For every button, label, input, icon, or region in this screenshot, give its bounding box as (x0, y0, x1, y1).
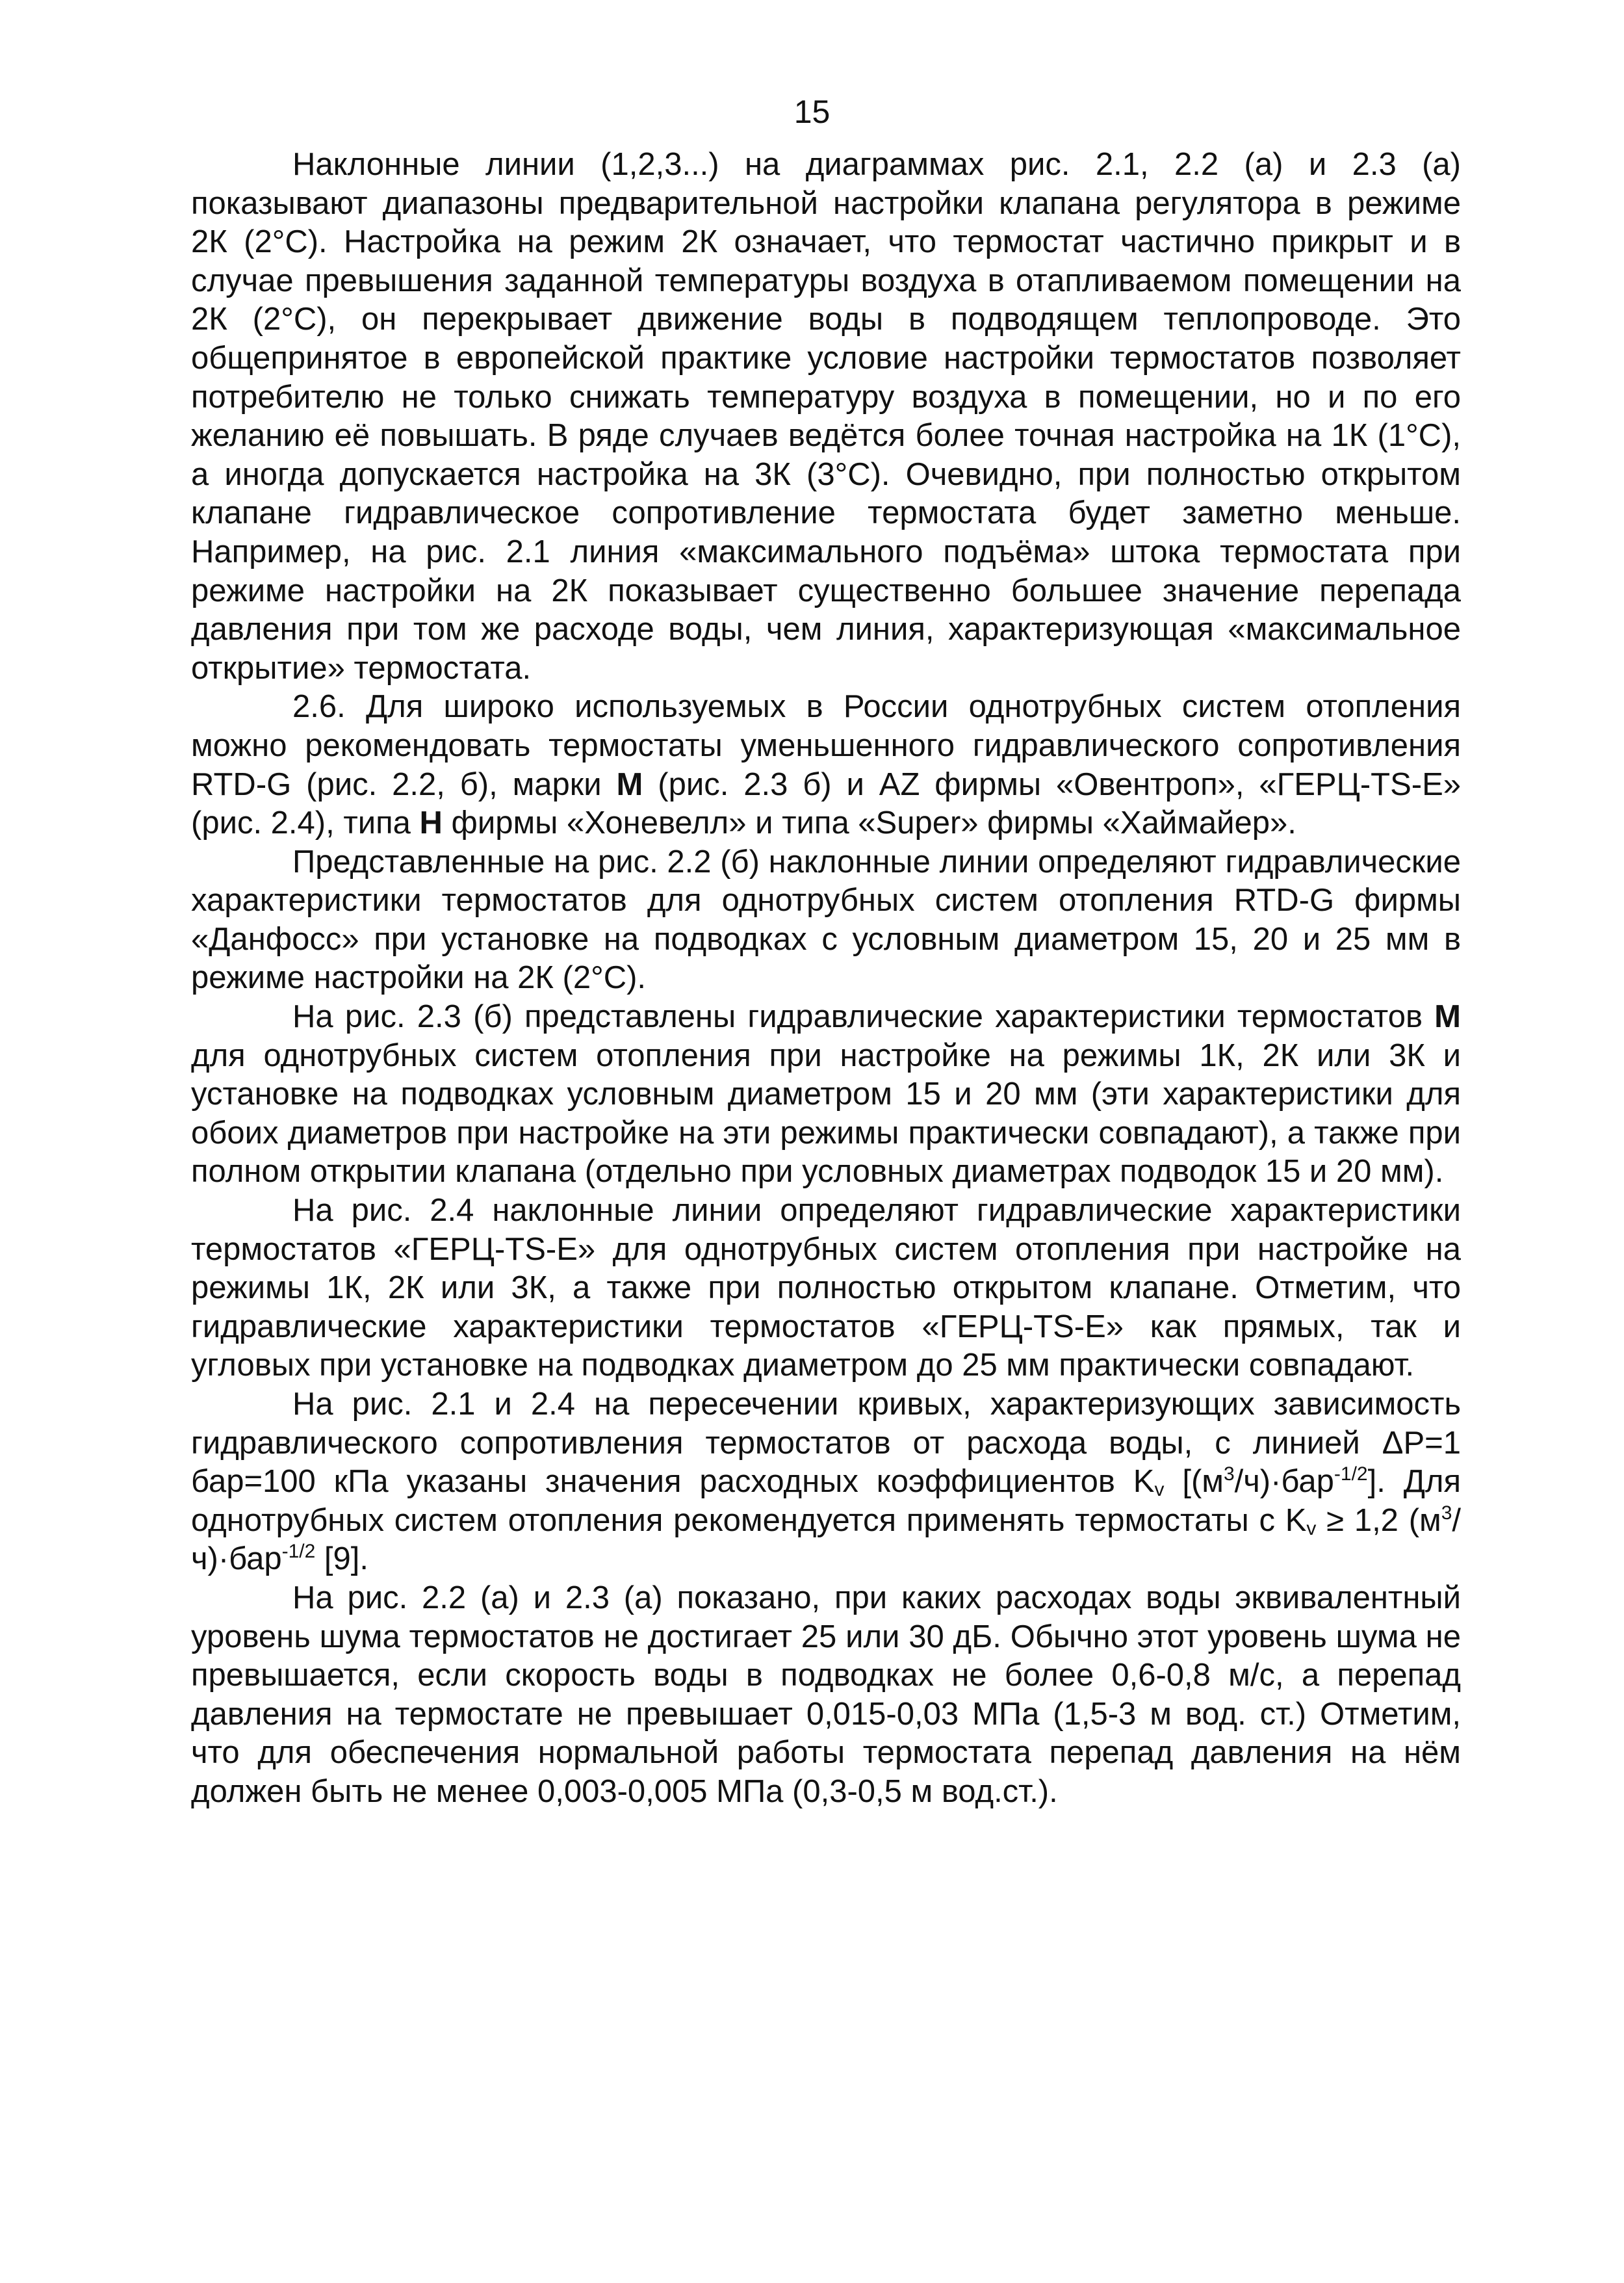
paragraph-flow-coefficients (191, 1385, 1461, 1579)
text-run: фирмы «Хоневелл» и типа «Super» фирмы «Хаймайер». (442, 805, 1296, 841)
superscript-run: 3 (1223, 1463, 1235, 1485)
text-run: (рис. 2.3 б) и AZ фирмы «Овентроп», «ГЕРЦ-TS-E» (рис. 2.4), типа (191, 766, 1462, 841)
subscript-run: v (1306, 1517, 1317, 1539)
paragraph-adjustment-lines (191, 146, 1461, 688)
bold-run: Н (419, 805, 443, 841)
subscript-run: v (1154, 1479, 1165, 1501)
text-run: 2.6. Для широко используемых в России однотрубных систем отопления можно рекомендовать термостаты уменьшенного гидравлического сопротивления RTD-G (рис. 2.2, б), марки (191, 689, 1461, 802)
bold-run: М (1434, 999, 1461, 1035)
text-run: На рис. 2.1 и 2.4 на пересечении кривых, характеризующих зависимость гидравлического сопротивления термостатов от расхода воды, с линией ΔР=1 бар=100 кПа указаны значения расходных коэффициентов K (191, 1387, 1461, 1500)
text-run: /ч)·бар (1234, 1464, 1334, 1500)
text-run: ≥ 1,2 (м (1316, 1502, 1441, 1538)
text-run: Наклонные линии (1,2,3...) на диаграммах рис. 2.1, 2.2 (а) и 2.3 (а) показывают диапазоны предварительной настройки клапана регулятора в режиме 2К (2°С). Настройка на режим 2К означает, что термостат частично прикрыт и в случае превышения заданной температуры воздуха в отапливаемом помещении на 2К (2°С), он перекрывает движение воды в подводящем теплопроводе. Это общепринятое в европейской практике условие настройки термостатов позволяет потребителю не только снижать температуру воздуха в помещении, но и по его желанию её повышать. В ряде случаев ведётся более точная настройка на 1К (1°С), а иногда допускается настройка на 3К (3°С). Очевидно, при полностью открытом клапане гидравлическое сопротивление термостата будет заметно меньше. Например, на рис. 2.1 линия «максимального подъёма» штока термостата при режиме настройки на 2К показывает существенно большее значение перепада давления при том же расходе воды, чем линия, характеризующая «максимальное открытие» термостата. (191, 147, 1461, 686)
superscript-run: -1/2 (281, 1541, 316, 1563)
paragraph-noise-level (191, 1579, 1461, 1812)
text-run: На рис. 2.4 наклонные линии определяют гидравлические характеристики термостатов «ГЕРЦ-TS-E» для однотрубных систем отопления при настройке на режимы 1К, 2К или 3К, а также при полностью открытом клапане. Отметим, что гидравлические характеристики термостатов «ГЕРЦ-TS-E» как прямых, так и угловых при установке на подводках диаметром до 25 мм практически совпадают. (191, 1193, 1461, 1383)
page-number: 15 (793, 94, 831, 130)
superscript-run: 3 (1441, 1502, 1452, 1524)
paragraph-section-2-6 (191, 688, 1461, 842)
text-run: Представленные на рис. 2.2 (б) наклонные линии определяют гидравлические характеристики термостатов для однотрубных систем отопления RTD-G фирмы «Данфосс» при установке на подводках с условным диаметром 15, 20 и 25 мм в режиме настройки на 2К (2°С). (191, 844, 1461, 996)
text-run: для однотрубных систем отопления при настройке на режимы 1К, 2К или 3К и установке на подводках условным диаметром 15 и 20 мм (эти характеристики для обоих диаметров при настройке на эти режимы практически совпадают), а также при полном открытии клапана (отдельно при условных диаметрах подводок 15 и 20 мм). (191, 1037, 1461, 1190)
text-run: [(м (1164, 1464, 1224, 1500)
paragraph-rtd-g (191, 843, 1461, 998)
paragraph-herz-ts-e (191, 1192, 1461, 1385)
superscript-run: -1/2 (1334, 1463, 1368, 1485)
text-run: /ч)·бар (191, 1502, 1462, 1577)
paragraph-thermostat-m (191, 998, 1461, 1192)
text-run: На рис. 2.3 (б) представлены гидравлические характеристики термостатов (292, 999, 1435, 1035)
document-body (191, 146, 1461, 1812)
text-run: [9]. (315, 1541, 369, 1577)
bold-run: М (616, 766, 643, 802)
text-run: На рис. 2.2 (а) и 2.3 (а) показано, при каких расходах воды эквивалентный уровень шума термостатов не достигает 25 или 30 дБ. Обычно этот уровень шума не превышается, если скорость воды в подводках не более 0,6-0,8 м/с, а перепад давления на термостате не превышает 0,015-0,03 МПа (1,5-3 м вод. ст.) Отметим, что для обеспечения нормальной работы термостата перепад давления на нём должен быть не менее 0,003-0,005 МПа (0,3-0,5 м вод.ст.). (191, 1580, 1461, 1809)
text-run: ]. Для однотрубных систем отопления рекомендуется применять термостаты с K (191, 1464, 1462, 1538)
